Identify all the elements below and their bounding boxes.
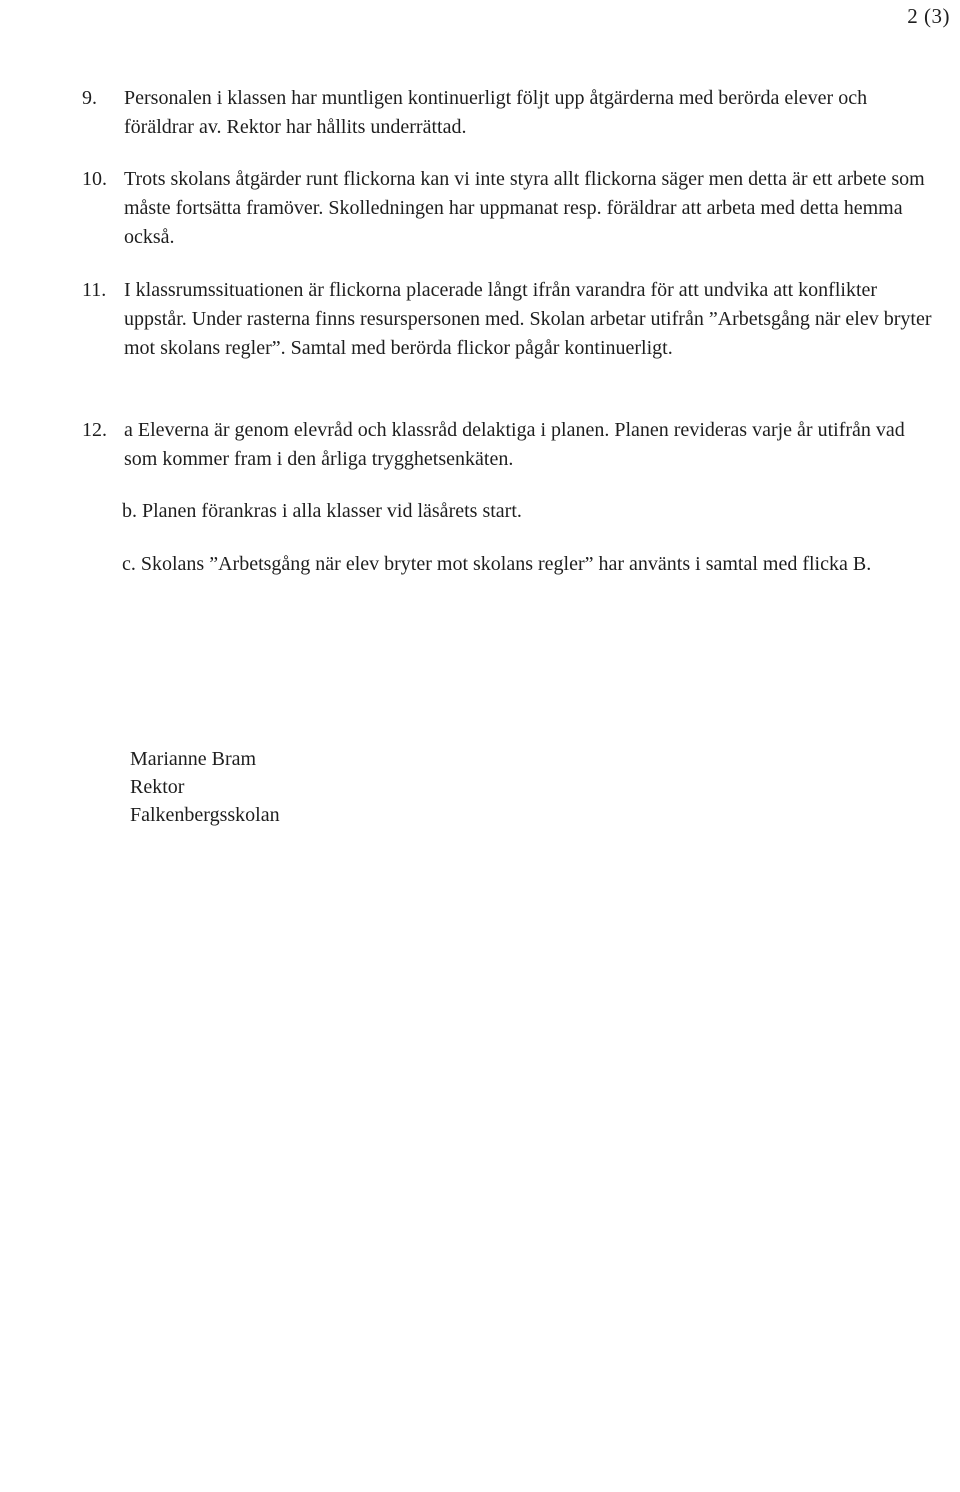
list-item-11 (82, 276, 932, 363)
sub-item-c: c. Skolans ”Arbetsgång när elev bryter mot skolans regler” har använts i samtal med flicka B. (122, 553, 872, 575)
signature-block (130, 745, 280, 829)
list-item-10 (82, 165, 932, 252)
item-text: Personalen i klassen har muntligen kontinuerligt följt upp åtgärderna med berörda elever och föräldrar av. Rektor har hållits underrättad. (124, 87, 868, 138)
signatory-title: Rektor (130, 776, 185, 798)
item-text: Trots skolans åtgärder runt flickorna kan vi inte styra allt flickorna säger men detta är ett arbete som måste fortsätta framöver. Skolledningen har uppmanat resp. föräldrar att arbeta med detta hemma också. (124, 168, 925, 248)
school-name: Falkenbergsskolan (130, 804, 280, 826)
list-item-9 (82, 84, 932, 142)
page-number: 2 (3) (907, 4, 950, 28)
item-number: 12. (82, 419, 107, 441)
item-number: 11. (82, 279, 107, 301)
list-item-12 (82, 416, 932, 474)
item-text: I klassrumssituationen är flickorna placerade långt ifrån varandra för att undvika att konflikter uppstår. Under rasterna finns resurspersonen med. Skolan arbetar utifrån ”Arbetsgång när elev bryter mot skolans regler”. Samtal med berörda flickor pågår kontinuerligt. (124, 279, 932, 359)
item-text: a Eleverna är genom elevråd och klassråd delaktiga i planen. Planen revideras varje år utifrån vad som kommer fram i den årliga trygghetsenkäten. (124, 419, 905, 470)
item-number: 10. (82, 168, 107, 190)
item-number: 9. (82, 87, 97, 109)
signatory-name: Marianne Bram (130, 748, 257, 770)
sub-item-b: b. Planen förankras i alla klasser vid läsårets start. (122, 500, 522, 522)
